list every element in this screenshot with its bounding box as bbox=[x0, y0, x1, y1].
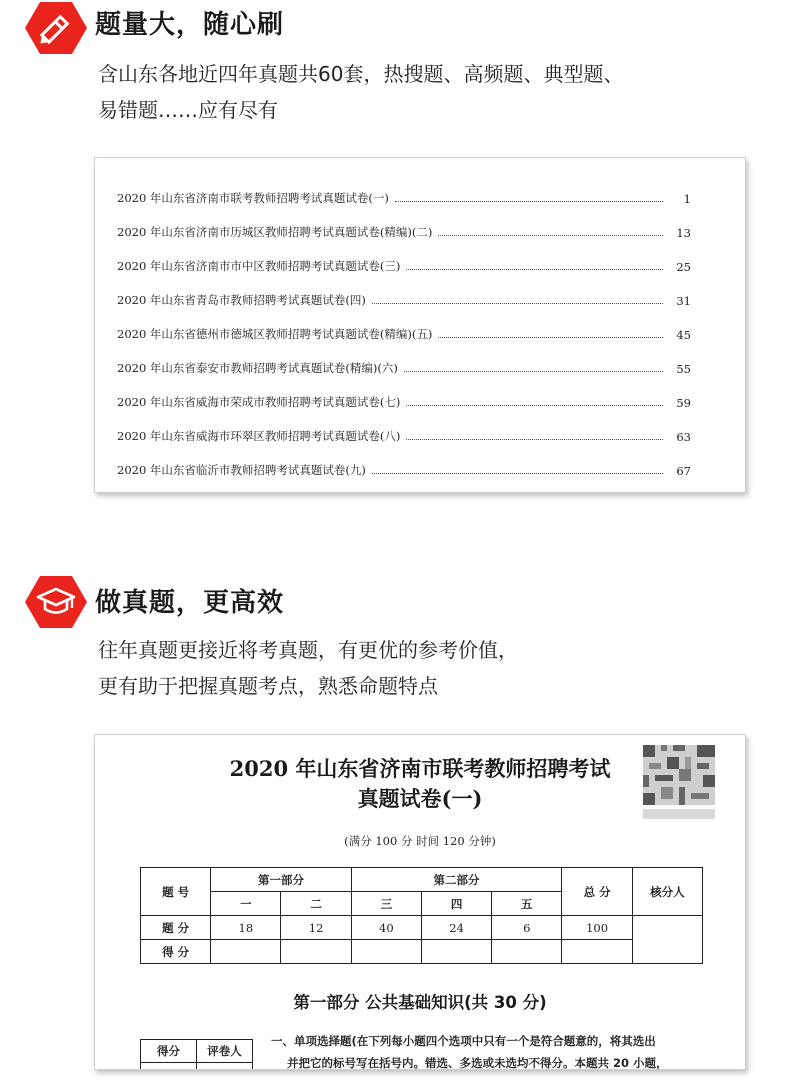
score-table bbox=[140, 867, 703, 964]
checker-header: 核分人 bbox=[632, 868, 702, 916]
question-num: 四 bbox=[421, 892, 491, 916]
toc-dots bbox=[438, 235, 663, 236]
section2-desc-line1: 往年真题更接近将考真题，有更优的参考价值， bbox=[98, 638, 518, 662]
section2-desc-line2: 更有助于把握真题考点，熟悉命题特点 bbox=[98, 674, 438, 698]
toc-row bbox=[117, 322, 691, 342]
toc-dots bbox=[372, 473, 663, 474]
toc-row bbox=[117, 186, 691, 206]
toc-row bbox=[117, 424, 691, 444]
toc-page: 45 bbox=[676, 328, 691, 342]
toc-page: 13 bbox=[676, 226, 691, 240]
instruction-line2: 并把它的标号写在括号内。错选、多选或未选均不得分。本题共 20 小题， bbox=[287, 1056, 668, 1070]
toc-page: 63 bbox=[676, 430, 691, 444]
paper-card bbox=[94, 734, 746, 1070]
question-num: 三 bbox=[351, 892, 421, 916]
toc-row bbox=[117, 288, 691, 308]
toc-title: 2020 年山东省济南市联考教师招聘考试真题试卷(一) bbox=[117, 191, 389, 205]
row-points-label: 题 分 bbox=[141, 916, 211, 940]
toc-row bbox=[117, 220, 691, 240]
toc-row bbox=[117, 356, 691, 376]
grader-cell bbox=[141, 1063, 197, 1071]
toc-title: 2020 年山东省临沂市教师招聘考试真题试卷(九) bbox=[117, 463, 366, 477]
grader-score-label: 得分 bbox=[141, 1040, 197, 1063]
grader-reviewer-label: 评卷人 bbox=[197, 1040, 253, 1063]
qr-code-icon bbox=[643, 745, 715, 805]
section1-title: 题量大，随心刷 bbox=[95, 10, 285, 40]
toc-dots bbox=[372, 303, 663, 304]
toc-page: 59 bbox=[676, 396, 691, 410]
toc-title: 2020 年山东省威海市荣成市教师招聘考试真题试卷(七) bbox=[117, 395, 401, 409]
points-cell: 40 bbox=[351, 916, 421, 940]
points-cell: 18 bbox=[211, 916, 281, 940]
pencil-icon bbox=[24, 0, 88, 56]
section1-desc-line1: 含山东各地近四年真题共60套，热搜题、高频题、典型题、 bbox=[98, 62, 624, 86]
toc-page: 31 bbox=[676, 294, 691, 308]
paper-title-line1: 2020 年山东省济南市联考教师招聘考试 bbox=[229, 756, 611, 781]
checker-cell bbox=[632, 916, 702, 964]
toc-title: 2020 年山东省德州市德城区教师招聘考试真题试卷(精编)(五) bbox=[117, 327, 433, 341]
points-cell: 24 bbox=[421, 916, 491, 940]
qr-caption-blur bbox=[643, 809, 715, 819]
toc-page: 55 bbox=[676, 362, 691, 376]
score-cell bbox=[492, 940, 562, 964]
grader-table bbox=[140, 1039, 253, 1070]
toc-dots bbox=[406, 439, 663, 440]
toc-dots bbox=[406, 269, 663, 270]
score-cell bbox=[351, 940, 421, 964]
paper-title-line2: 真题试卷(一) bbox=[357, 786, 483, 811]
score-cell bbox=[562, 940, 632, 964]
part2-header: 第二部分 bbox=[351, 868, 562, 892]
toc-row bbox=[117, 254, 691, 274]
toc-page: 67 bbox=[676, 464, 691, 478]
toc-dots bbox=[404, 371, 663, 372]
instruction-line1: 一、单项选择题(在下列每小题四个选项中只有一个是符合题意的，将其选出 bbox=[271, 1034, 656, 1048]
toc-card bbox=[94, 157, 746, 493]
total-header: 总 分 bbox=[562, 868, 632, 916]
question-num: 五 bbox=[492, 892, 562, 916]
toc-row bbox=[117, 458, 691, 478]
grader-cell bbox=[197, 1063, 253, 1071]
paper-subtitle: (满分 100 分 时间 120 分钟) bbox=[344, 834, 496, 848]
toc-title: 2020 年山东省威海市环翠区教师招聘考试真题试卷(八) bbox=[117, 429, 401, 443]
toc-title: 2020 年山东省青岛市教师招聘考试真题试卷(四) bbox=[117, 293, 366, 307]
question-num: 一 bbox=[211, 892, 281, 916]
section2-title: 做真题，更高效 bbox=[95, 588, 285, 618]
toc-page: 25 bbox=[676, 260, 691, 274]
points-cell: 12 bbox=[281, 916, 351, 940]
row-score-label: 得 分 bbox=[141, 940, 211, 964]
score-cell bbox=[211, 940, 281, 964]
toc-dots bbox=[438, 337, 663, 338]
part1-header: 第一部分 bbox=[211, 868, 352, 892]
part-heading: 第一部分 公共基础知识(共 30 分) bbox=[293, 993, 547, 1012]
toc-title: 2020 年山东省济南市市中区教师招聘考试真题试卷(三) bbox=[117, 259, 401, 273]
points-cell: 6 bbox=[492, 916, 562, 940]
toc-row bbox=[117, 390, 691, 410]
toc-dots bbox=[395, 201, 663, 202]
question-num: 二 bbox=[281, 892, 351, 916]
total-points-cell: 100 bbox=[562, 916, 632, 940]
toc-title: 2020 年山东省泰安市教师招聘考试真题试卷(精编)(六) bbox=[117, 361, 398, 375]
score-cell bbox=[421, 940, 491, 964]
section1-desc-line2: 易错题……应有尽有 bbox=[98, 98, 278, 122]
toc-dots bbox=[406, 405, 663, 406]
graduation-cap-icon bbox=[24, 574, 88, 630]
toc-title: 2020 年山东省济南市历城区教师招聘考试真题试卷(精编)(二) bbox=[117, 225, 433, 239]
score-cell bbox=[281, 940, 351, 964]
toc-page: 1 bbox=[683, 192, 691, 206]
col-question-label: 题 号 bbox=[141, 868, 211, 916]
